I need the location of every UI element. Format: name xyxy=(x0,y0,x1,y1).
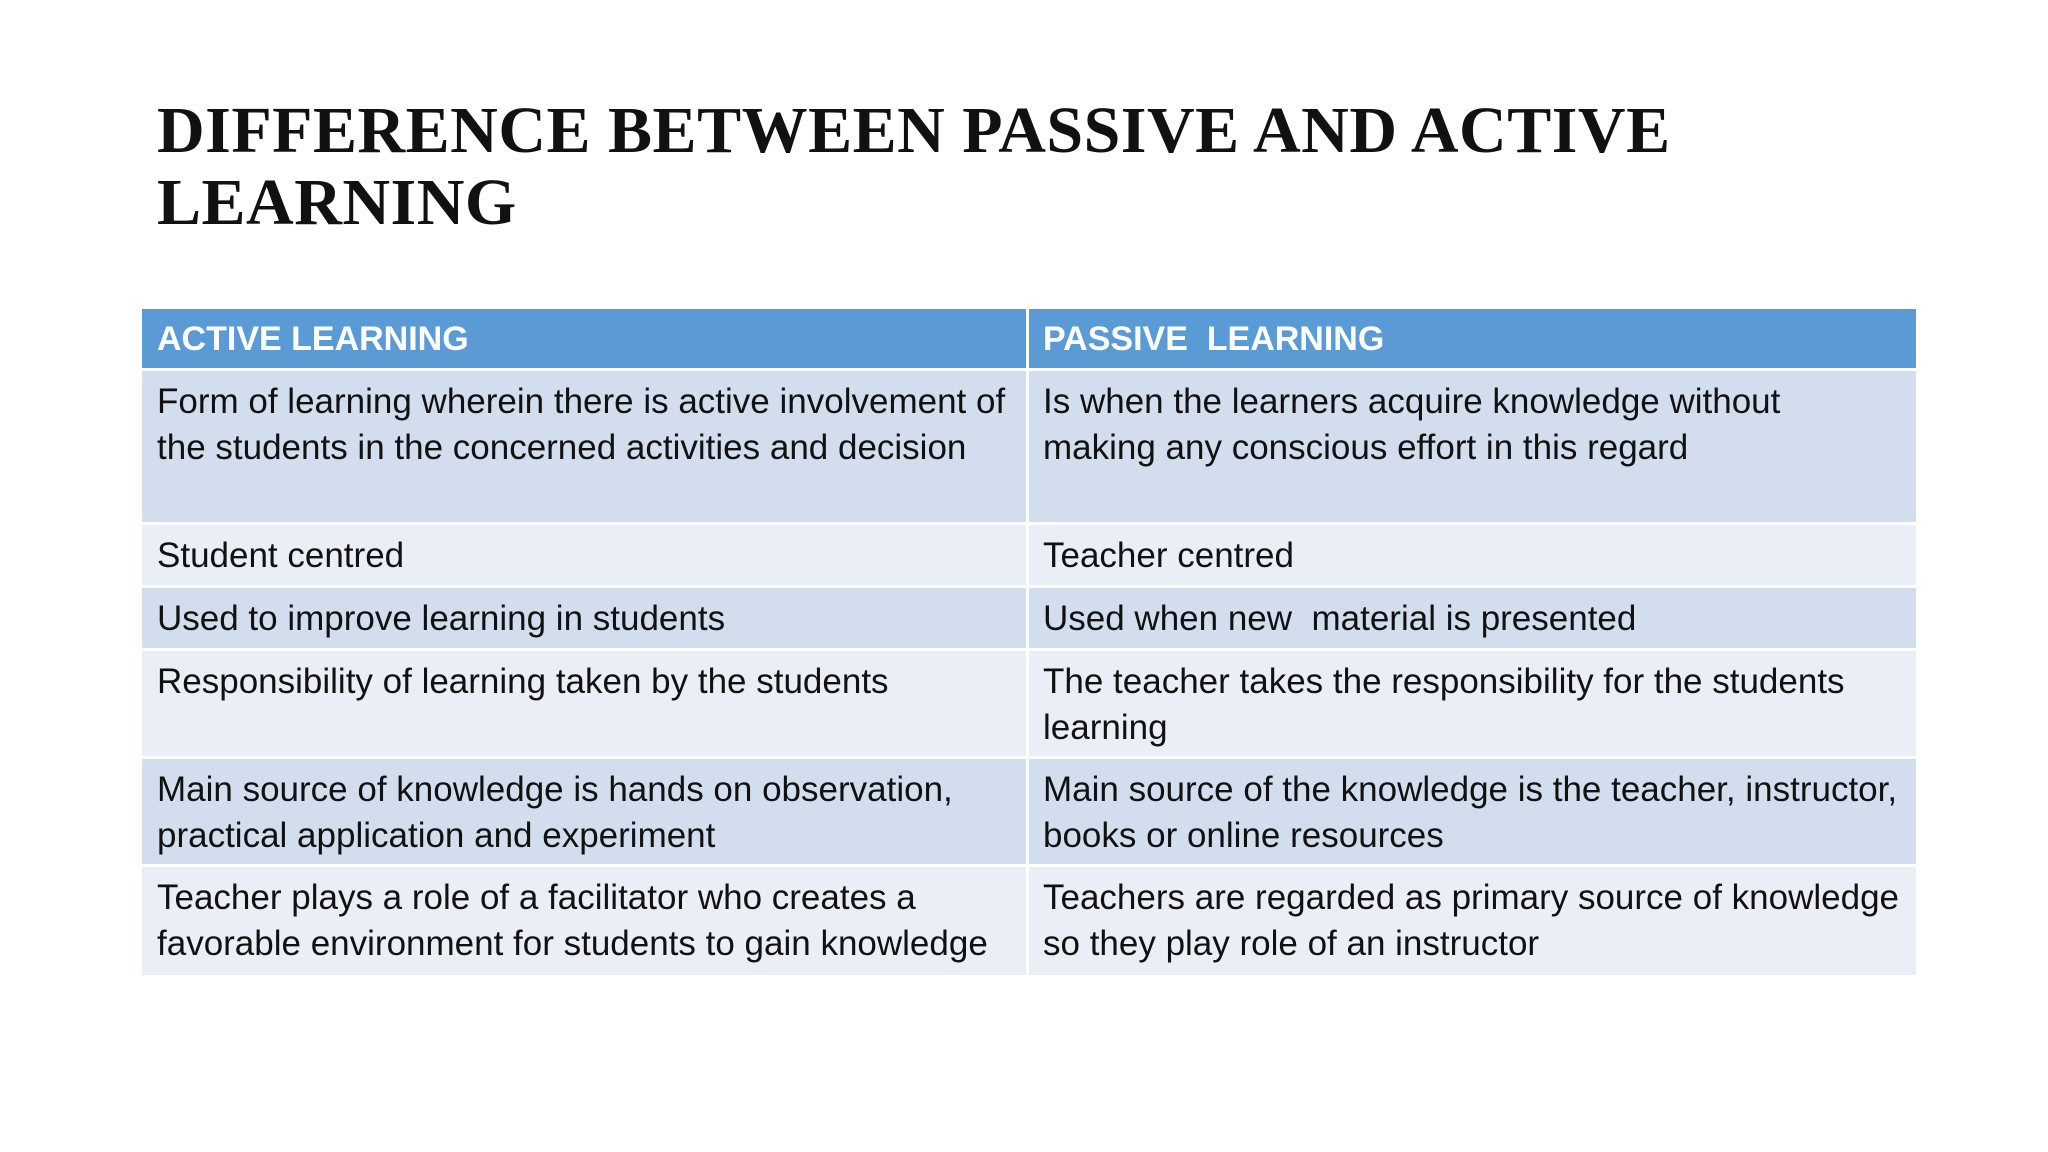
table-row xyxy=(142,651,1916,759)
table-cell-passive: Teacher centred xyxy=(1029,525,1916,585)
table-cell-passive: Teachers are regarded as primary source of knowledge so they play role of an instructor xyxy=(1029,867,1916,975)
table-cell-passive: Main source of the knowledge is the teacher, instructor, books or online resources xyxy=(1029,759,1916,864)
table-row xyxy=(142,759,1916,867)
table-cell-passive: Used when new material is presented xyxy=(1029,588,1916,648)
table-cell-active: Main source of knowledge is hands on observation, practical application and experiment xyxy=(142,759,1029,864)
slide-title: DIFFERENCE BETWEEN PASSIVE AND ACTIVE LEARNING xyxy=(157,94,1671,239)
table-row xyxy=(142,588,1916,651)
table-row xyxy=(142,525,1916,588)
comparison-table xyxy=(142,309,1916,975)
table-cell-active: Responsibility of learning taken by the students xyxy=(142,651,1029,756)
table-cell-active: Form of learning wherein there is active involvement of the students in the concerned activities and decision xyxy=(142,371,1029,522)
header-active-learning: ACTIVE LEARNING xyxy=(142,309,1029,368)
table-cell-passive: The teacher takes the responsibility for the students learning xyxy=(1029,651,1916,756)
table-cell-active: Used to improve learning in students xyxy=(142,588,1029,648)
header-passive-learning: PASSIVE LEARNING xyxy=(1029,309,1916,368)
table-header-row xyxy=(142,309,1916,371)
table-cell-active: Student centred xyxy=(142,525,1029,585)
table-row xyxy=(142,371,1916,525)
table-cell-passive: Is when the learners acquire knowledge without making any conscious effort in this regard xyxy=(1029,371,1916,522)
table-row xyxy=(142,867,1916,975)
table-cell-active: Teacher plays a role of a facilitator who creates a favorable environment for students to gain knowledge xyxy=(142,867,1029,975)
